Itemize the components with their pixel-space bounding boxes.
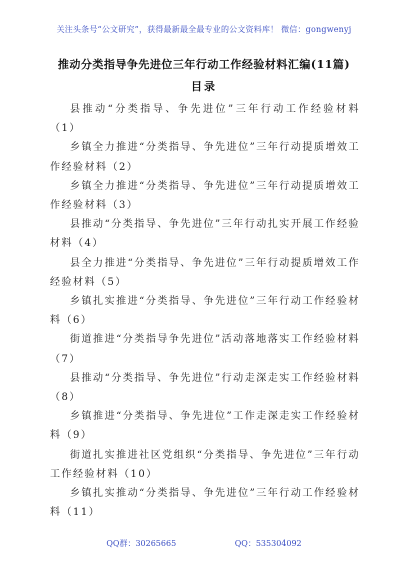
toc-item[interactable]: 乡镇扎实推进“分类指导、争先进位”三年行动工作经验材料（6） <box>50 296 360 327</box>
toc-item[interactable]: 县推动“分类指导、争先进位”三年行动工作经验材料（1） <box>50 104 360 135</box>
toc-item[interactable]: 街道扎实推进社区党组织“分类指导、争先进位”三年行动工作经验材料（10） <box>50 449 360 480</box>
toc-item[interactable]: 街道推进“分类指导争先进位”活动落地落实工作经验材料（7） <box>50 334 360 365</box>
table-of-contents <box>50 100 360 522</box>
toc-item[interactable]: 县推动“分类指导、争先进位”三年行动扎实开展工作经验材料（4） <box>50 219 360 250</box>
toc-item[interactable]: 乡镇全力推进“分类指导、争先进位”三年行动提质增效工作经验材料（2） <box>50 142 360 173</box>
promo-banner[interactable]: 关注头条号“公文研究”，获得最新最全最专业的公文资料库！ 微信：gongwenyj <box>56 25 352 34</box>
toc-item[interactable]: 县全力推进“分类指导、争先进位”三年行动提质增效工作经验材料（5） <box>50 257 360 288</box>
toc-item[interactable]: 县推动“分类指导、争先进位”行动走深走实工作经验材料（8） <box>50 372 360 404</box>
qq-contact-link[interactable]: QQ：535304092 <box>234 539 302 548</box>
document-title: 推动分类指导争先进位三年行动工作经验材料汇编(11篇) <box>57 58 351 71</box>
toc-heading: 目录 <box>191 80 217 93</box>
contact-footer <box>0 538 408 549</box>
toc-item[interactable]: 乡镇推进“分类指导、争先进位”工作走深走实工作经验材料（9） <box>50 411 360 442</box>
toc-item[interactable]: 乡镇全力推进“分类指导、争先进位”三年行动提质增效工作经验材料（3） <box>50 180 360 212</box>
toc-item[interactable]: 乡镇扎实推动“分类指导、争先进位”三年行动工作经验材料（11） <box>50 488 360 519</box>
qq-group-link[interactable]: QQ群：30265665 <box>106 539 177 548</box>
